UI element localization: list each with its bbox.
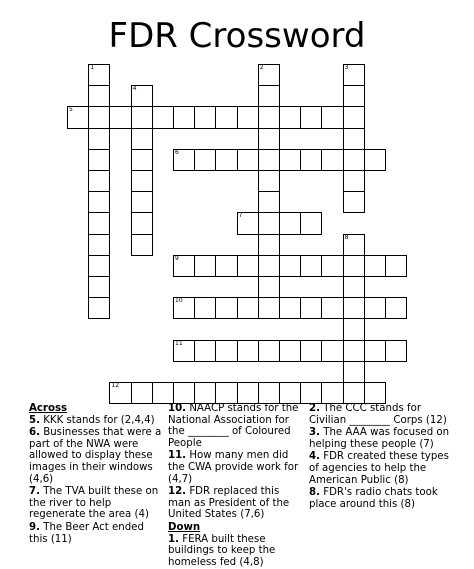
grid-cell[interactable]: [364, 149, 386, 171]
grid-cell[interactable]: [321, 382, 343, 404]
clue-number: 8.: [309, 487, 320, 499]
clue-number: 4.: [309, 451, 320, 463]
clue-down-1: [168, 534, 305, 569]
clues-column-1: [29, 403, 164, 546]
grid-cell[interactable]: [237, 149, 259, 171]
clue-down-8: [309, 487, 451, 510]
grid-cell[interactable]: [364, 340, 386, 362]
grid-cell[interactable]: [321, 297, 343, 319]
clue-across-9: [29, 522, 164, 545]
grid-cell[interactable]: [237, 255, 259, 277]
grid-cell[interactable]: [343, 382, 365, 404]
grid-cell[interactable]: [258, 234, 280, 256]
grid-cell[interactable]: [343, 149, 365, 171]
clue-down-3: [309, 427, 451, 450]
grid-cell[interactable]: [215, 149, 237, 171]
grid-cell[interactable]: [343, 318, 365, 340]
grid-cell[interactable]: [215, 340, 237, 362]
clue-number: 10.: [168, 403, 187, 414]
grid-cell[interactable]: [279, 297, 301, 319]
grid-cell[interactable]: [343, 297, 365, 319]
grid-cell[interactable]: [131, 106, 153, 128]
grid-cell[interactable]: [364, 382, 386, 404]
grid-cell[interactable]: [67, 106, 89, 128]
grid-cell[interactable]: [152, 106, 174, 128]
grid-cell[interactable]: [343, 128, 365, 150]
grid-cell[interactable]: [237, 106, 259, 128]
grid-cell[interactable]: [364, 255, 386, 277]
grid-cell[interactable]: [88, 191, 110, 213]
grid-cell[interactable]: [88, 149, 110, 171]
clue-number-label: 8: [344, 233, 349, 241]
grid-cell[interactable]: [215, 297, 237, 319]
clue-number-label: 7: [238, 212, 243, 220]
grid-cell[interactable]: [237, 340, 259, 362]
grid-cell[interactable]: [343, 255, 365, 277]
clue-number-label: 10: [175, 297, 183, 305]
clue-number-label: 1: [90, 64, 95, 71]
clue-number-label: 11: [175, 339, 183, 347]
grid-cell[interactable]: [131, 149, 153, 171]
grid-cell[interactable]: [131, 170, 153, 192]
grid-cell[interactable]: [258, 340, 280, 362]
grid-cell[interactable]: [88, 170, 110, 192]
clue-number-label: 4: [132, 85, 137, 93]
grid-cell[interactable]: [88, 85, 110, 107]
clues-column-3: [309, 403, 451, 511]
grid-cell[interactable]: [194, 106, 216, 128]
clue-number-label: 12: [111, 382, 120, 389]
clue-number: 1.: [168, 533, 179, 545]
grid-cell[interactable]: [279, 106, 301, 128]
grid-cell[interactable]: [300, 297, 322, 319]
grid-cell[interactable]: [343, 85, 365, 107]
grid-cell[interactable]: [109, 382, 131, 404]
clue-text: KKK stands for (2,4,4): [43, 414, 155, 426]
grid-cell[interactable]: [258, 191, 280, 213]
grid-cell[interactable]: [88, 297, 110, 319]
clue-number: 2.: [309, 403, 320, 414]
grid-cell[interactable]: [321, 106, 343, 128]
grid-cell[interactable]: [258, 297, 280, 319]
grid-cell[interactable]: [173, 255, 195, 277]
grid-cell[interactable]: [88, 64, 110, 86]
grid-cell[interactable]: [194, 149, 216, 171]
clue-text: The TVA built these on the river to help regenerate the area (4): [29, 486, 159, 521]
grid-cell[interactable]: [343, 234, 365, 256]
clue-number-label: 5: [69, 106, 73, 114]
grid-cell[interactable]: [385, 255, 407, 277]
grid-cell[interactable]: [321, 255, 343, 277]
page-title: FDR Crossword: [108, 16, 366, 56]
grid-cell[interactable]: [321, 340, 343, 362]
grid-cell[interactable]: [173, 297, 195, 319]
across-heading: Across: [29, 403, 68, 414]
clue-text: The CCC stands for Civilian ________ Corps (12): [309, 403, 447, 426]
down-heading: Down: [168, 521, 201, 533]
grid-cell[interactable]: [237, 212, 259, 234]
grid-cell[interactable]: [88, 212, 110, 234]
grid-cell[interactable]: [215, 255, 237, 277]
grid-cell[interactable]: [88, 128, 110, 150]
grid-cell[interactable]: [131, 128, 153, 150]
grid-cell[interactable]: [258, 149, 280, 171]
clue-across-7: [29, 486, 164, 521]
grid-cell[interactable]: [300, 106, 322, 128]
grid-cell[interactable]: [173, 382, 195, 404]
grid-cell[interactable]: [131, 382, 153, 404]
clue-number: 3.: [309, 427, 320, 439]
grid-cell[interactable]: [279, 149, 301, 171]
grid-cell[interactable]: [88, 234, 110, 256]
grid-cell[interactable]: [258, 276, 280, 298]
clue-number: 6.: [29, 427, 40, 439]
grid-cell[interactable]: [300, 212, 322, 234]
grid-cell[interactable]: [343, 64, 365, 86]
clue-number-label: 9: [175, 254, 179, 262]
grid-cell[interactable]: [300, 255, 322, 277]
grid-cell[interactable]: [215, 106, 237, 128]
clue-number-label: 2: [259, 64, 264, 71]
clue-text: The Beer Act ended this (11): [29, 521, 144, 545]
clue-number: 12.: [168, 486, 187, 498]
clue-across-10: [168, 403, 305, 449]
grid-cell[interactable]: [258, 170, 280, 192]
grid-cell[interactable]: [258, 85, 280, 107]
clue-across-5: [29, 415, 164, 427]
grid-cell[interactable]: [88, 106, 110, 128]
grid-cell[interactable]: [131, 234, 153, 256]
clue-number-label: 3: [344, 64, 349, 71]
grid-cell[interactable]: [343, 170, 365, 192]
grid-cell[interactable]: [131, 85, 153, 107]
grid-cell[interactable]: [237, 382, 259, 404]
clues-column-2: [168, 403, 305, 569]
grid-cell[interactable]: [258, 64, 280, 86]
grid-cell[interactable]: [173, 340, 195, 362]
grid-cell[interactable]: [173, 106, 195, 128]
clue-text: FDR created these types of agencies to help the American Public (8): [309, 451, 449, 486]
grid-cell[interactable]: [215, 382, 237, 404]
clue-down-2: [309, 403, 451, 426]
grid-cell[interactable]: [194, 382, 216, 404]
grid-cell[interactable]: [237, 297, 259, 319]
grid-cell[interactable]: [258, 128, 280, 150]
grid-cell[interactable]: [88, 276, 110, 298]
clue-number: 11.: [168, 450, 187, 462]
grid-cell[interactable]: [385, 297, 407, 319]
clue-down-4: [309, 451, 451, 486]
grid-cell[interactable]: [343, 361, 365, 383]
clue-number: 5.: [29, 414, 40, 426]
clue-text: How many men did the CWA provide work for (4,7): [168, 450, 299, 485]
grid-cell[interactable]: [343, 191, 365, 213]
grid-cell[interactable]: [258, 106, 280, 128]
grid-cell[interactable]: [131, 191, 153, 213]
clue-across-6: [29, 427, 164, 485]
grid-cell[interactable]: [300, 340, 322, 362]
grid-cell[interactable]: [258, 255, 280, 277]
clue-across-11: [168, 450, 305, 485]
grid-cell[interactable]: [258, 212, 280, 234]
grid-cell[interactable]: [131, 212, 153, 234]
grid-cell[interactable]: [343, 340, 365, 362]
grid-cell[interactable]: [194, 297, 216, 319]
grid-cell[interactable]: [173, 149, 195, 171]
clue-text: The AAA was focused on helping these people (7): [309, 427, 450, 450]
grid-cell[interactable]: [88, 255, 110, 277]
clue-text: FDR replaced this man as President of the United States (7,6): [168, 486, 290, 521]
grid-cell[interactable]: [279, 340, 301, 362]
grid-cell[interactable]: [279, 382, 301, 404]
grid-cell[interactable]: [194, 340, 216, 362]
clue-text: FERA built these buildings to keep the homeless fed (4,8): [168, 533, 276, 568]
clue-text: Businesses that were a part of the NWA were allowed to display these images in their windows (4,6): [29, 427, 162, 485]
clue-number: 7.: [29, 486, 40, 498]
grid-cell[interactable]: [279, 255, 301, 277]
clue-text: NAACP stands for the National Association for the ________ of Coloured People: [168, 403, 299, 449]
grid-cell[interactable]: [385, 340, 407, 362]
clue-number: 9.: [29, 521, 40, 533]
grid-cell[interactable]: [321, 149, 343, 171]
grid-cell[interactable]: [194, 255, 216, 277]
grid-cell[interactable]: [343, 106, 365, 128]
grid-cell[interactable]: [109, 106, 131, 128]
clue-across-12: [168, 486, 305, 521]
grid-cell[interactable]: [300, 149, 322, 171]
grid-cell[interactable]: [300, 382, 322, 404]
grid-cell[interactable]: [258, 382, 280, 404]
clue-text: FDR's radio chats took place around this (8): [309, 487, 438, 510]
grid-cell[interactable]: [279, 212, 301, 234]
grid-cell[interactable]: [343, 276, 365, 298]
clue-number-label: 6: [175, 148, 179, 156]
grid-cell[interactable]: [364, 297, 386, 319]
grid-cell[interactable]: [152, 382, 174, 404]
